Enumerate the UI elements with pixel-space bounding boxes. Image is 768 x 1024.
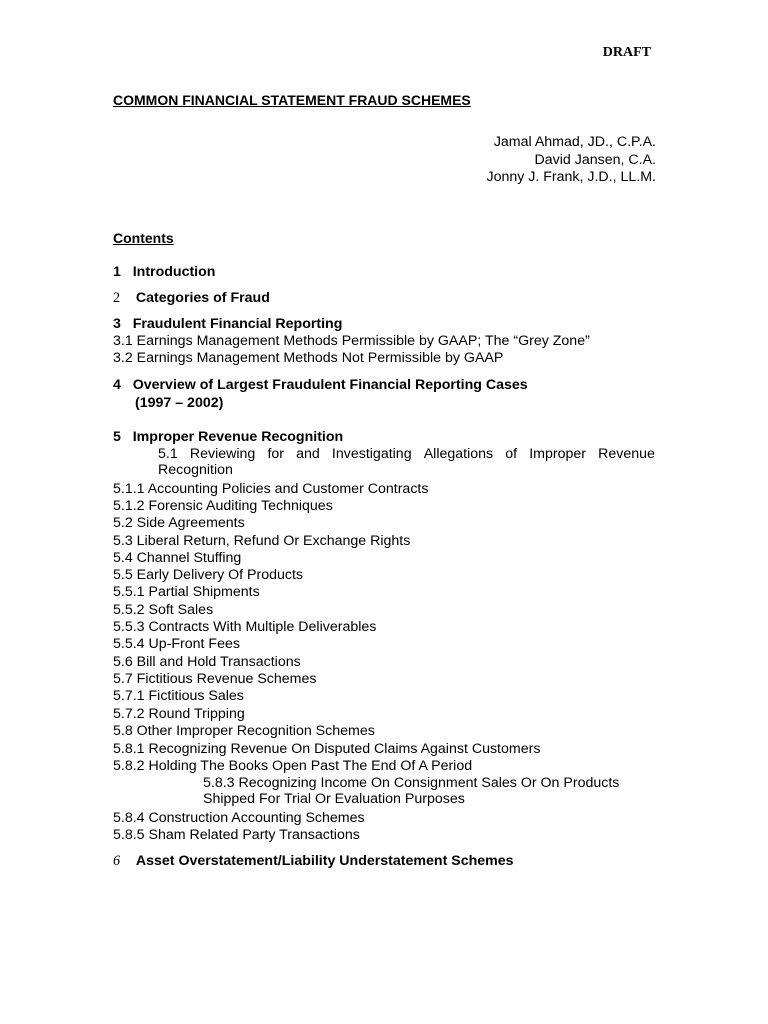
toc-item: 5.7 Fictitious Revenue Schemes — [113, 671, 317, 687]
toc-item: 5.7.1 Fictitious Sales — [113, 688, 244, 704]
toc-item: 5.7.2 Round Tripping — [113, 706, 245, 722]
author-list — [486, 134, 656, 187]
toc-item: 5.5.3 Contracts With Multiple Deliverables — [113, 619, 377, 635]
contents-heading: Contents — [113, 230, 174, 246]
toc-label: Asset Overstatement/Liability Understatement Schemes — [135, 853, 514, 869]
toc-number: 3 — [113, 316, 121, 332]
toc-item: 5.6 Bill and Hold Transactions — [113, 654, 301, 670]
toc-word: Revenue — [598, 446, 655, 462]
toc-number: 1 — [113, 264, 121, 280]
toc-word: Reviewing — [189, 446, 256, 462]
toc-number: 2 — [113, 290, 121, 306]
toc-section-2 — [113, 290, 270, 307]
toc-number: 5 — [113, 429, 121, 445]
draft-label: DRAFT — [602, 45, 651, 60]
toc-item: 5.8.4 Construction Accounting Schemes — [113, 810, 365, 826]
toc-section-3 — [113, 316, 342, 332]
author: David Jansen, C.A. — [534, 151, 656, 168]
toc-word: and — [296, 446, 320, 462]
author: Jonny J. Frank, J.D., LL.M. — [486, 169, 656, 185]
toc-number: 5.1 — [158, 446, 178, 462]
toc-section-4 — [113, 377, 528, 393]
toc-item-5-1 — [158, 446, 655, 478]
toc-item: 5.8.1 Recognizing Revenue On Disputed Claims Against Customers — [113, 741, 541, 757]
toc-label: Fraudulent Financial Reporting — [132, 316, 343, 332]
toc-item: 5.5 Early Delivery Of Products — [113, 567, 304, 583]
toc-justified-line — [158, 446, 655, 462]
toc-label-continuation: (1997 – 2002) — [135, 395, 224, 411]
toc-label: 5.8.3 Recognizing Income On Consignment Sales Or On Products — [203, 775, 620, 791]
toc-section-1 — [113, 264, 215, 280]
toc-item: 5.8.2 Holding The Books Open Past The End Of A Period — [113, 758, 473, 774]
toc-section-6 — [113, 853, 514, 870]
toc-label-continuation: Shipped For Trial Or Evaluation Purposes — [203, 791, 465, 807]
toc-label: Overview of Largest Fraudulent Financial Reporting Cases — [132, 377, 528, 393]
document-title: COMMON FINANCIAL STATEMENT FRAUD SCHEMES — [113, 92, 471, 108]
toc-label-continuation: Recognition — [158, 462, 233, 478]
toc-word: Investigating — [331, 446, 412, 462]
toc-word: Allegations — [423, 446, 494, 462]
toc-number: 4 — [113, 377, 121, 393]
toc-item: 5.5.2 Soft Sales — [113, 602, 214, 618]
toc-item: 3.2 Earnings Management Methods Not Permissible by GAAP — [113, 350, 504, 366]
toc-item: 5.5.4 Up-Front Fees — [113, 636, 240, 652]
toc-item: 5.8.5 Sham Related Party Transactions — [113, 827, 360, 843]
toc-item: 5.1.2 Forensic Auditing Techniques — [113, 498, 333, 514]
toc-item: 5.5.1 Partial Shipments — [113, 584, 260, 600]
toc-word: of — [505, 446, 518, 462]
toc-word: Improper — [529, 446, 587, 462]
toc-item-5-8-3 — [203, 775, 619, 807]
toc-item: 5.3 Liberal Return, Refund Or Exchange Rights — [113, 533, 411, 549]
author: Jamal Ahmad, JD., C.P.A. — [493, 134, 656, 150]
toc-word: for — [267, 446, 284, 462]
toc-number: 6 — [113, 853, 121, 869]
toc-label: Improper Revenue Recognition — [132, 429, 344, 445]
toc-item: 3.1 Earnings Management Methods Permissible by GAAP; The “Grey Zone” — [113, 333, 590, 349]
toc-item: 5.8 Other Improper Recognition Schemes — [113, 723, 375, 739]
toc-section-5 — [113, 429, 343, 445]
toc-label: Introduction — [132, 264, 216, 280]
toc-item: 5.1.1 Accounting Policies and Customer Contracts — [113, 481, 429, 497]
toc-item: 5.4 Channel Stuffing — [113, 550, 242, 566]
toc-item: 5.2 Side Agreements — [113, 515, 245, 531]
toc-label: Categories of Fraud — [135, 290, 270, 306]
